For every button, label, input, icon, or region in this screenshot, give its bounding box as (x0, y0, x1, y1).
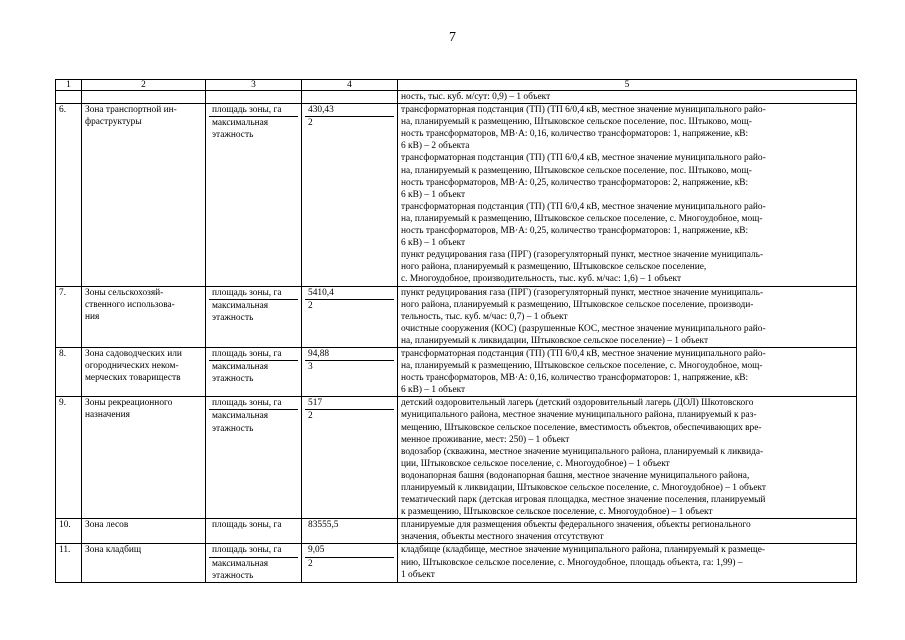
planned-object-line: значения, объекты местного значения отсутствуют (401, 532, 604, 543)
param-values (302, 544, 398, 582)
planned-object-line: пункт редуцирования газа (ПРГ) (газорегуляторный пункт, местное значение муниципаль- (401, 287, 764, 298)
param-label (209, 348, 298, 361)
planned-object-line: менное проживание, мест: 250) – 1 объект (401, 434, 570, 445)
param-label-line: этажность (212, 374, 254, 385)
planned-objects (398, 286, 857, 347)
row-number: 8. (56, 347, 82, 396)
row-number: 9. (56, 397, 82, 519)
planned-object-line: трансформаторная подстанция (ТП) (ТП 6/0,4 кВ, местное значение муниципального райо- (401, 105, 766, 116)
planned-object-line: водонапорная башня (водонапорная башня, местное значение муниципального района, (401, 470, 750, 481)
zone-name-line: Зона транспортной ин- (85, 105, 177, 116)
param-label (209, 361, 298, 385)
param-value: 5410,4 (305, 287, 394, 300)
planned-object-line: трансформаторная подстанция (ТП) (ТП 6/0,4 кВ, местное значение муниципального райо- (401, 201, 766, 212)
param-label-line: площадь зоны, га (212, 545, 282, 556)
planned-object-line: ции, Штыковское сельское поселение, с. Многоудобное) – 1 объект (401, 458, 670, 469)
planned-object-line: на, планируемый к размещению, Штыковское сельское поселение, пос. Штыково, мощ- (401, 117, 752, 128)
planned-object-line: очистные сооружения (КОС) (разрушенные КОС, местное значение муниципального райо- (401, 323, 766, 334)
param-label (209, 287, 298, 300)
zone-name (82, 286, 206, 347)
zone-name-line: фраструктуры (85, 117, 142, 128)
header-col-3: 3 (206, 80, 302, 91)
planned-object-line: ность трансформаторов, МВ·А: 0,16, количество трансформаторов: 1, напряжение, кВ: (401, 373, 749, 384)
param-label (209, 397, 298, 410)
param-label-line: площадь зоны, га (212, 520, 282, 531)
zone-name-line: Зона кладбищ (85, 545, 142, 556)
param-label-line: этажность (212, 312, 254, 323)
planned-object-line: планируемые для размещения объекты федерального значения, объекты регионального (401, 520, 751, 531)
planned-object-line: ность трансформаторов, МВ·А: 0,25, количество трансформаторов: 2, напряжение, кВ: (401, 177, 749, 188)
table-row (56, 544, 857, 582)
planned-objects (398, 104, 857, 286)
planned-object-line: ность трансформаторов, МВ·А: 0,25, количество трансформаторов: 1, напряжение, кВ: (401, 226, 749, 237)
zone-name (82, 347, 206, 396)
zone-name (82, 544, 206, 582)
zone-name-line: огороднических неком- (85, 361, 179, 372)
param-label-line: этажность (212, 570, 254, 581)
param-values (302, 519, 398, 544)
param-value: 83555,5 (308, 520, 339, 531)
planned-object-line: 1 объект (401, 569, 435, 580)
param-label (209, 300, 298, 324)
planned-object-line: 6 кВ) – 1 объект (401, 385, 466, 396)
table-row (56, 286, 857, 347)
param-label-line: площадь зоны, га (212, 398, 282, 409)
zone-name-line: Зона лесов (85, 520, 129, 531)
zone-name (82, 104, 206, 286)
planned-object-line: планируемый к ликвидации, Штыковское сельское поселение, с. Многоудобное) – 1 объект (401, 483, 767, 493)
planned-object-line: 6 кВ) – 1 объект (401, 189, 466, 200)
table-row (56, 347, 857, 396)
planned-objects (398, 347, 857, 396)
table-row (56, 397, 857, 519)
zones-table (55, 79, 857, 583)
planned-object-line: детский оздоровительный лагерь (детский оздоровительный лагерь (ДОЛ) Шкотовского (401, 398, 754, 409)
planned-objects (398, 544, 857, 582)
zone-name-line: Зоны сельскохозяй- (85, 287, 164, 298)
zone-name-line: мерческих товариществ (85, 373, 181, 384)
param-values (302, 397, 398, 519)
param-labels (206, 347, 302, 396)
continuation-row (56, 91, 857, 104)
param-label-line: максимальная (212, 300, 269, 311)
param-label-line: максимальная (212, 558, 269, 569)
planned-object-line: на, планируемый к ликвидации, Штыковское сельское поселение) – 1 объект (401, 335, 709, 346)
row-number: 10. (56, 519, 82, 544)
planned-object-line: тельность, тыс. куб. м/час: 0,7) – 1 объект (401, 311, 568, 322)
param-value: 3 (308, 362, 313, 373)
param-label-line: максимальная (212, 411, 269, 422)
zone-name-line: ственного использова- (85, 299, 175, 310)
planned-objects (398, 397, 857, 519)
row-number: 11. (56, 544, 82, 582)
param-labels (206, 519, 302, 544)
param-label (209, 544, 298, 557)
row-number: 6. (56, 104, 82, 286)
planned-object-line: 6 кВ) – 2 объекта (401, 141, 470, 152)
param-value: 430,43 (305, 104, 394, 117)
planned-object-line: на, планируемый к размещению, Штыковское сельское поселение, с. Многоудобное, мощ- (401, 213, 763, 224)
planned-object-line: мещению, Штыковское сельское поселение, вместимость объектов, обеспечивающих вре- (401, 422, 762, 433)
zone-name (82, 397, 206, 519)
continuation-line: ность, тыс. куб. м/сут: 0,9) – 1 объект (401, 92, 551, 102)
planned-object-line: на, планируемый к размещению, Штыковское сельское поселение, с. Многоудобное, мощ- (401, 361, 763, 372)
param-label (209, 104, 298, 117)
param-value: 517 (305, 397, 394, 410)
param-value: 2 (308, 411, 313, 422)
continuation-text (398, 91, 857, 104)
zone-name-line: Зона садоводческих или (85, 348, 182, 359)
param-label-line: площадь зоны, га (212, 348, 282, 359)
zone-name (82, 519, 206, 544)
param-label (209, 558, 298, 582)
header-col-2: 2 (82, 80, 206, 91)
param-label-line: площадь зоны, га (212, 105, 282, 116)
param-values (302, 286, 398, 347)
param-labels (206, 286, 302, 347)
param-label-line: максимальная (212, 118, 269, 129)
planned-object-line: 6 кВ) – 1 объект (401, 238, 466, 249)
planned-object-line: трансформаторная подстанция (ТП) (ТП 6/0,4 кВ, местное значение муниципального райо- (401, 153, 766, 164)
param-label (209, 410, 298, 434)
planned-object-line: тематический парк (детская игровая площадка, местное значение поселения, планируемый (401, 495, 766, 506)
table-row (56, 104, 857, 286)
planned-object-line: трансформаторная подстанция (ТП) (ТП 6/0,4 кВ, местное значение муниципального райо- (401, 348, 766, 359)
param-label-line: площадь зоны, га (212, 287, 282, 298)
zone-name-line: назначения (85, 410, 130, 421)
param-label-line: этажность (212, 130, 254, 141)
planned-object-line: муниципального района, местное значение муниципального района, планируемый к раз- (401, 410, 757, 421)
row-number: 7. (56, 286, 82, 347)
header-col-4: 4 (302, 80, 398, 91)
planned-object-line: ность трансформаторов, МВ·А: 0,16, количество трансформаторов: 1, напряжение, кВ: (401, 129, 749, 140)
param-label-line: этажность (212, 423, 254, 434)
param-labels (206, 104, 302, 286)
param-values (302, 347, 398, 396)
param-value: 2 (308, 118, 313, 129)
param-label (209, 117, 298, 141)
header-col-5: 5 (398, 80, 857, 91)
zones-table-body (56, 80, 857, 583)
table-header-row (56, 80, 857, 91)
planned-object-line: водозабор (скважина, местное значение муниципального района, планируемый к ликвида- (401, 446, 764, 457)
param-value: 9,05 (305, 544, 394, 557)
page-number: 7 (449, 30, 456, 45)
planned-object-line: кладбище (кладбище, местное значение муниципального района, планируемый к размеще- (401, 545, 765, 556)
param-label (209, 519, 298, 531)
param-value: 2 (308, 300, 313, 311)
planned-object-line: на, планируемый к размещению, Штыковское сельское поселение, пос. Штыково, мощ- (401, 165, 752, 176)
planned-object-line: пункт редуцирования газа (ПРГ) (газорегуляторный пункт, местное значение муниципаль- (401, 250, 764, 261)
planned-object-line: ного района, планируемый к размещению, Штыковское сельское поселение, производи- (401, 299, 754, 310)
param-values (302, 104, 398, 286)
param-label-line: максимальная (212, 362, 269, 373)
param-value: 94,88 (305, 348, 394, 361)
planned-object-line: с. Многоудобное, производительность, тыс. куб. м/час: 1,6) – 1 объект (401, 274, 682, 285)
param-labels (206, 544, 302, 582)
zone-name-line: ния (85, 311, 100, 322)
zone-name-line: Зоны рекреационного (85, 398, 173, 409)
table-row (56, 519, 857, 544)
planned-object-line: к размещению, Штыковское сельское поселение, с. Многоудобное) – 1 объект (401, 507, 713, 518)
header-col-1: 1 (56, 80, 82, 91)
param-labels (206, 397, 302, 519)
planned-object-line: ного района, планируемый к размещению, Штыковское сельское поселение, (401, 262, 707, 273)
planned-objects (398, 519, 857, 544)
param-value: 2 (308, 558, 313, 569)
planned-object-line: нию, Штыковское сельское поселение, с. Многоудобное, площадь объекта, га: 1,99) – (401, 557, 743, 568)
